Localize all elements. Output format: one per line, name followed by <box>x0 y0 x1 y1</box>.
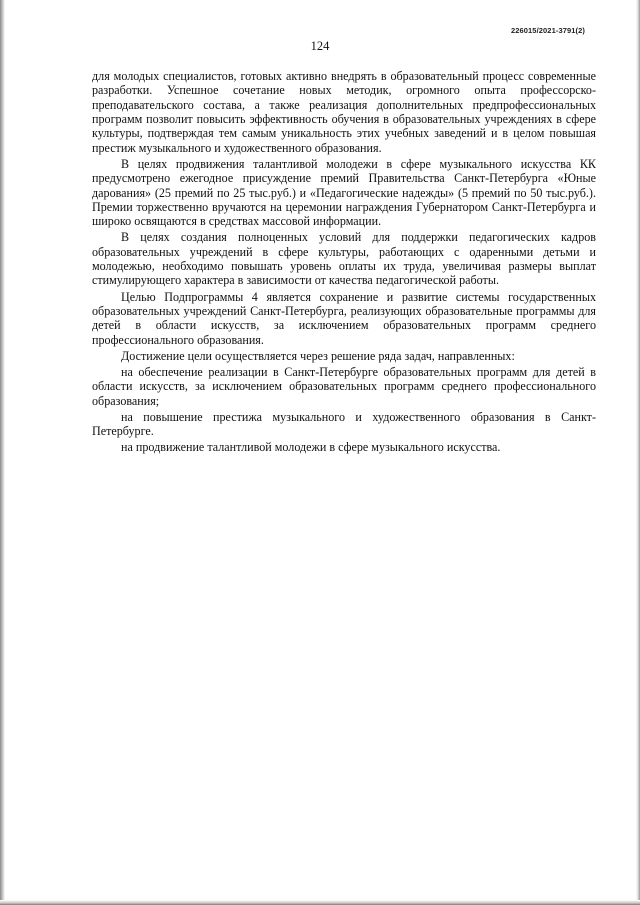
scan-edge-right <box>636 0 640 905</box>
paragraph-task-3: на продвижение талантливой молодежи в сфере музыкального искусства. <box>121 440 501 455</box>
paragraph-continuation: для молодых специалистов, готовых активно внедрять в образовательный процесс современные разработки. Успешное сочетание новых методик, огромного опыта профессорско-преподавательского состава, а также реализация дополнительных предпрофессиональных программ позволит повысить эффективность обучения в образовательных учреждениях в сфере культуры, подтверждая тем самым уникальность этих учебных заведений и в целом повышая престиж музыкального и художественного образования. <box>92 69 596 155</box>
paragraph-goal: Целью Подпрограммы 4 является сохранение и развитие системы государственных образовательных учреждений Санкт-Петербурга, реализующих образовательные программы для детей в области искусств, за исключением образовательных программ среднего профессионального образования. <box>92 289 596 347</box>
document-id: 226015/2021-3791(2) <box>510 26 585 35</box>
body-text <box>92 69 596 456</box>
paragraph-task-2: на повышение престижа музыкального и художественного образования в Санкт-Петербурге. <box>92 409 596 439</box>
page-number: 124 <box>310 39 330 53</box>
paragraph-awards: В целях продвижения талантливой молодежи в сфере музыкального искусства КК предусмотрено ежегодное присуждение премий Правительства Санкт-Петербурга «Юные дарования» (25 премий по 25 тыс.руб.) и «Педагогические надежды» (5 премий по 50 тыс.руб.). Премии торжественно вручаются на церемонии награждения Губернатором Санкт-Петербурга и широко освящаются в средствах массовой информации. <box>92 156 596 229</box>
scan-edge-bottom <box>0 900 640 905</box>
paragraph-teacher-support: В целях создания полноценных условий для поддержки педагогических кадров образовательных учреждений в сфере культуры, работающих с одаренными детьми и молодежью, необходимо повышать уровень оплаты их труда, увеличивая размеры выплат стимулирующего характера в зависимости от качества педагогической работы. <box>92 230 596 288</box>
paragraph-tasks-intro: Достижение цели осуществляется через решение ряда задач, направленных: <box>121 348 515 363</box>
scan-edge-left <box>0 0 5 905</box>
paragraph-task-1: на обеспечение реализации в Санкт-Петербурге образовательных программ для детей в области искусств, за исключением образовательных программ среднего профессионального образования; <box>92 364 596 408</box>
